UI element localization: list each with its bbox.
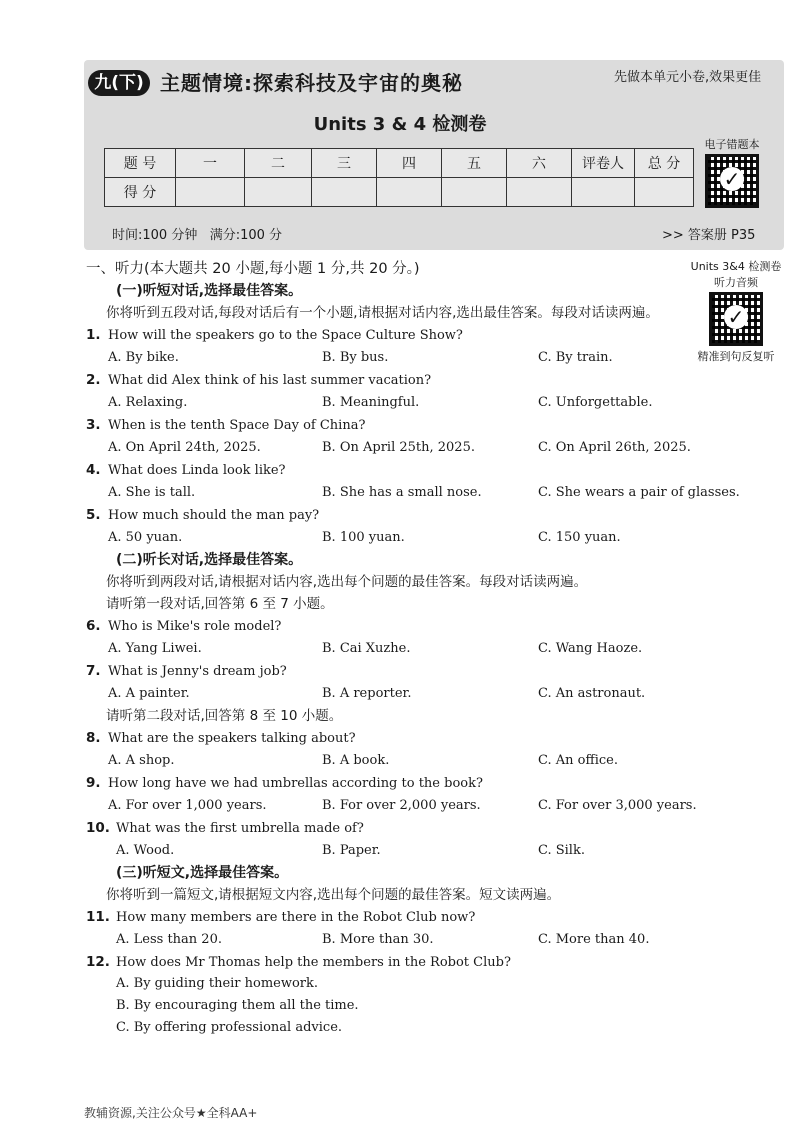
question-number: 9. xyxy=(86,775,101,791)
question-options xyxy=(86,794,766,817)
score-blank xyxy=(507,178,572,207)
score-blank xyxy=(176,178,245,207)
score-cell: 五 xyxy=(442,149,507,178)
qr-caption-top: Units 3&4 检测卷 xyxy=(690,260,782,273)
option-a[interactable]: A. She is tall. xyxy=(108,485,196,500)
question-text: How much should the man pay? xyxy=(108,508,320,523)
question-text: What was the first umbrella made of? xyxy=(116,821,364,836)
part-instruction: 你将听到两段对话,请根据对话内容,选出每个问题的最佳答案。每段对话读两遍。 xyxy=(106,574,588,590)
option-b[interactable]: B. 100 yuan. xyxy=(322,530,405,545)
question-options xyxy=(86,637,766,660)
score-blank xyxy=(312,178,377,207)
question-number: 2. xyxy=(86,372,101,388)
question-number: 3. xyxy=(86,417,101,433)
score-cell: 评卷人 xyxy=(572,149,635,178)
option-b[interactable]: B. She has a small nose. xyxy=(322,485,482,500)
option-c[interactable]: C. By offering professional advice. xyxy=(116,1020,343,1035)
question-text: When is the tenth Space Day of China? xyxy=(108,418,366,433)
option-b[interactable]: B. For over 2,000 years. xyxy=(322,798,481,813)
option-c[interactable]: C. Silk. xyxy=(538,843,585,858)
qr-code-icon[interactable]: ✓ xyxy=(709,292,763,346)
question-options xyxy=(86,346,766,369)
part-instruction: 你将听到五段对话,每段对话后有一个小题,请根据对话内容,选出最佳答案。每段对话读两遍。 xyxy=(106,305,659,321)
exam-meta xyxy=(112,224,282,243)
question-number: 6. xyxy=(86,618,101,634)
option-c[interactable]: C. Unforgettable. xyxy=(538,395,653,410)
page-title: Units 3 & 4 检测卷 xyxy=(313,114,487,135)
score-cell: 三 xyxy=(312,149,377,178)
question-number: 1. xyxy=(86,327,101,343)
listening-section xyxy=(86,258,766,1039)
question-number: 11. xyxy=(86,909,110,925)
qr-error-book[interactable] xyxy=(700,136,764,210)
question-number: 5. xyxy=(86,507,101,523)
question-options xyxy=(86,749,766,772)
question-options xyxy=(86,526,766,549)
option-c[interactable]: C. An office. xyxy=(538,753,618,768)
answer-reference: >> 答案册 P35 xyxy=(662,228,756,243)
option-b[interactable]: B. Cai Xuzhe. xyxy=(322,641,411,656)
score-blank xyxy=(377,178,442,207)
question-number: 10. xyxy=(86,820,110,836)
option-b[interactable]: B. On April 25th, 2025. xyxy=(322,440,475,455)
question-number: 7. xyxy=(86,663,101,679)
question-number: 4. xyxy=(86,462,101,478)
option-a[interactable]: A. For over 1,000 years. xyxy=(108,798,267,813)
option-a[interactable]: A. A shop. xyxy=(108,753,175,768)
part-instruction: 你将听到一篇短文,请根据短文内容,选出每个问题的最佳答案。短文读两遍。 xyxy=(106,887,561,903)
qr-caption-bottom: 精准到句反复听 xyxy=(697,350,775,363)
question xyxy=(86,504,766,526)
score-blank xyxy=(245,178,312,207)
option-a[interactable]: A. 50 yuan. xyxy=(108,530,183,545)
option-c[interactable]: C. More than 40. xyxy=(538,932,650,947)
score-cell: 六 xyxy=(507,149,572,178)
question-options xyxy=(86,436,766,459)
option-a[interactable]: A. By bike. xyxy=(108,350,179,365)
score-blank xyxy=(442,178,507,207)
exam-time: 时间:100 分钟 xyxy=(112,228,198,243)
question-number: 12. xyxy=(86,954,110,970)
score-cell: 二 xyxy=(245,149,312,178)
question-text: What did Alex think of his last summer vacation? xyxy=(108,373,432,388)
question-text: What are the speakers talking about? xyxy=(108,731,356,746)
question xyxy=(86,660,766,682)
advice-note: 先做本单元小卷,效果更佳 xyxy=(614,70,762,85)
option-b[interactable]: B. A book. xyxy=(322,753,390,768)
qr-caption-mid: 听力音频 xyxy=(714,276,758,289)
question-options xyxy=(86,391,766,414)
question-text: How many members are there in the Robot Club now? xyxy=(116,910,476,925)
option-c[interactable]: C. She wears a pair of glasses. xyxy=(538,485,740,500)
option-b[interactable]: B. A reporter. xyxy=(322,686,412,701)
question-options xyxy=(86,682,766,705)
option-b[interactable]: B. By encouraging them all the time. xyxy=(116,998,359,1013)
option-a[interactable]: A. Wood. xyxy=(116,843,175,858)
option-b[interactable]: B. Paper. xyxy=(322,843,381,858)
question xyxy=(86,727,766,749)
score-cell: 题 号 xyxy=(105,149,176,178)
score-blank xyxy=(635,178,694,207)
score-cell: 一 xyxy=(176,149,245,178)
question-text: How does Mr Thomas help the members in the Robot Club? xyxy=(116,955,511,970)
question-text: How will the speakers go to the Space Culture Show? xyxy=(108,328,463,343)
score-table-score-row xyxy=(105,178,694,207)
score-table-header-row xyxy=(105,149,694,178)
qr-code-icon[interactable]: ✓ xyxy=(705,154,759,208)
question-text: Who is Mike's role model? xyxy=(108,619,282,634)
option-a[interactable]: A. Relaxing. xyxy=(108,395,188,410)
option-c[interactable]: C. On April 26th, 2025. xyxy=(538,440,691,455)
question xyxy=(86,906,766,928)
question xyxy=(86,414,766,436)
question-text: How long have we had umbrellas according to the book? xyxy=(108,776,483,791)
option-a[interactable]: A. Less than 20. xyxy=(116,932,222,947)
score-cell: 得 分 xyxy=(105,178,176,207)
option-c[interactable]: C. An astronaut. xyxy=(538,686,646,701)
qr-caption: 电子错题本 xyxy=(704,138,760,151)
exam-score: 满分:100 分 xyxy=(209,228,283,243)
option-a[interactable]: A. By guiding their homework. xyxy=(116,976,319,991)
option-b[interactable]: B. More than 30. xyxy=(322,932,434,947)
score-blank xyxy=(572,178,635,207)
option-c[interactable]: C. For over 3,000 years. xyxy=(538,798,697,813)
question-number: 8. xyxy=(86,730,101,746)
question-options xyxy=(86,928,766,951)
question xyxy=(86,369,766,391)
question xyxy=(86,817,766,839)
question-options xyxy=(86,839,766,862)
score-cell: 四 xyxy=(377,149,442,178)
option-a[interactable]: A. On April 24th, 2025. xyxy=(108,440,261,455)
question xyxy=(86,951,766,973)
part-title: (二)听长对话,选择最佳答案。 xyxy=(116,552,303,568)
question xyxy=(86,615,766,637)
question xyxy=(86,459,766,481)
option-a[interactable]: A. A painter. xyxy=(108,686,190,701)
part-instruction: 请听第二段对话,回答第 8 至 10 小题。 xyxy=(106,708,343,724)
part-instruction: 请听第一段对话,回答第 6 至 7 小题。 xyxy=(106,596,334,612)
option-a[interactable]: A. Yang Liwei. xyxy=(108,641,202,656)
score-cell: 总 分 xyxy=(635,149,694,178)
question xyxy=(86,324,766,346)
option-b[interactable]: B. Meaningful. xyxy=(322,395,420,410)
part-title: (一)听短对话,选择最佳答案。 xyxy=(116,283,303,299)
question-text: What does Linda look like? xyxy=(108,463,286,478)
theme-title: 主题情境:探索科技及宇宙的奥秘 xyxy=(160,71,463,95)
section-title: 一、听力(本大题共 20 小题,每小题 1 分,共 20 分。) xyxy=(86,261,420,277)
option-c[interactable]: C. 150 yuan. xyxy=(538,530,621,545)
option-c[interactable]: C. Wang Haoze. xyxy=(538,641,643,656)
question-text: What is Jenny's dream job? xyxy=(108,664,287,679)
grade-badge: 九(下) xyxy=(88,70,150,96)
option-b[interactable]: B. By bus. xyxy=(322,350,389,365)
question xyxy=(86,772,766,794)
part-title: (三)听短文,选择最佳答案。 xyxy=(116,865,289,881)
footer-note: 教辅资源,关注公众号★全科AA+ xyxy=(84,1106,258,1120)
option-c[interactable]: C. By train. xyxy=(538,350,613,365)
question-options xyxy=(86,481,766,504)
score-table xyxy=(104,148,694,207)
